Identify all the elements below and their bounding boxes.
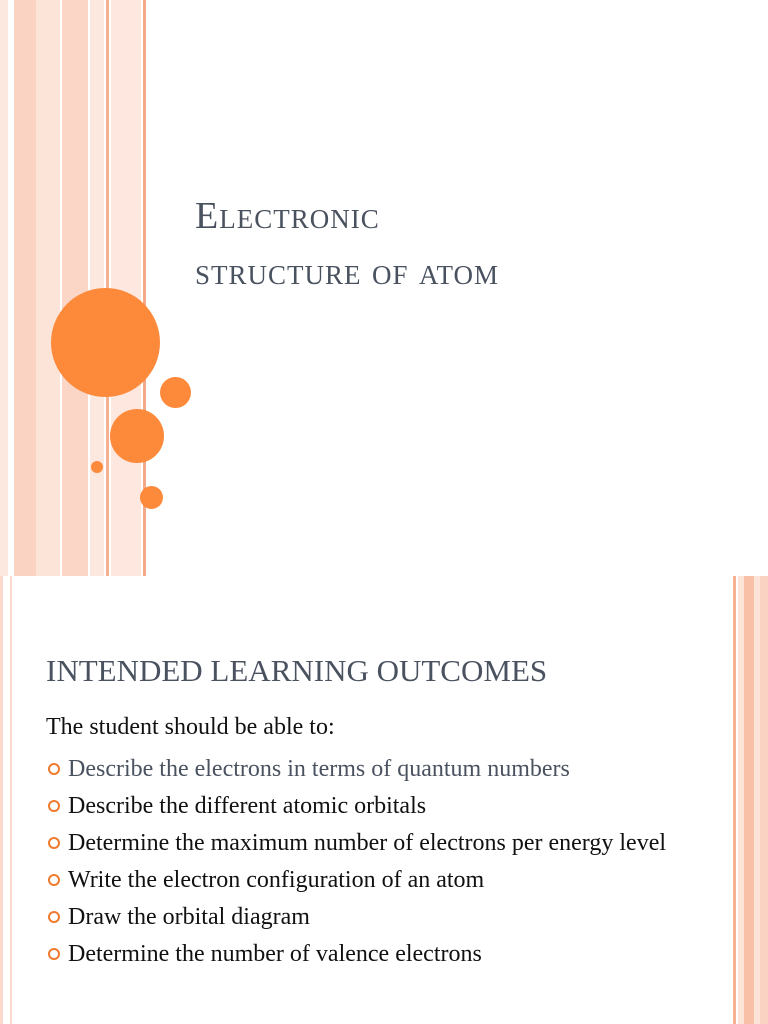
stripe-decoration: [14, 0, 36, 576]
lead-text: The student should be able to:: [46, 714, 335, 740]
stripe-decoration: [62, 0, 88, 576]
circle-decoration: [110, 409, 164, 463]
circle-decoration: [91, 461, 103, 473]
circle-bullet-icon: [48, 874, 60, 886]
outcomes-slide: [0, 576, 768, 1024]
outcomes-list: [46, 754, 726, 976]
stripe-decoration: [0, 0, 8, 576]
circle-decoration: [51, 288, 160, 397]
slide-title: INTENDED LEARNING OUTCOMES: [46, 653, 548, 688]
stripe-decoration: [36, 0, 60, 576]
stripe-decoration: [744, 576, 754, 1024]
list-item: Describe the different atomic orbitals: [46, 791, 726, 821]
circle-bullet-icon: [48, 911, 60, 923]
list-item: Draw the orbital diagram: [46, 902, 726, 932]
slide-title: [195, 188, 755, 300]
title-line-2: structure of atom: [195, 251, 500, 293]
circle-bullet-icon: [48, 800, 60, 812]
circle-bullet-icon: [48, 837, 60, 849]
title-line-1: Electronic: [195, 195, 380, 237]
stripe-decoration: [733, 576, 736, 1024]
list-item: Determine the maximum number of electrons per energy level: [46, 828, 726, 858]
circle-bullet-icon: [48, 948, 60, 960]
stripe-decoration: [760, 576, 768, 1024]
circle-decoration: [160, 377, 191, 408]
stripe-decoration: [10, 576, 12, 1024]
circle-decoration: [140, 486, 163, 509]
list-item: Determine the number of valence electrons: [46, 939, 726, 969]
circle-bullet-icon: [48, 763, 60, 775]
list-item: Describe the electrons in terms of quantum numbers: [46, 754, 726, 784]
stripe-decoration: [0, 576, 3, 1024]
list-item: Write the electron configuration of an atom: [46, 865, 726, 895]
